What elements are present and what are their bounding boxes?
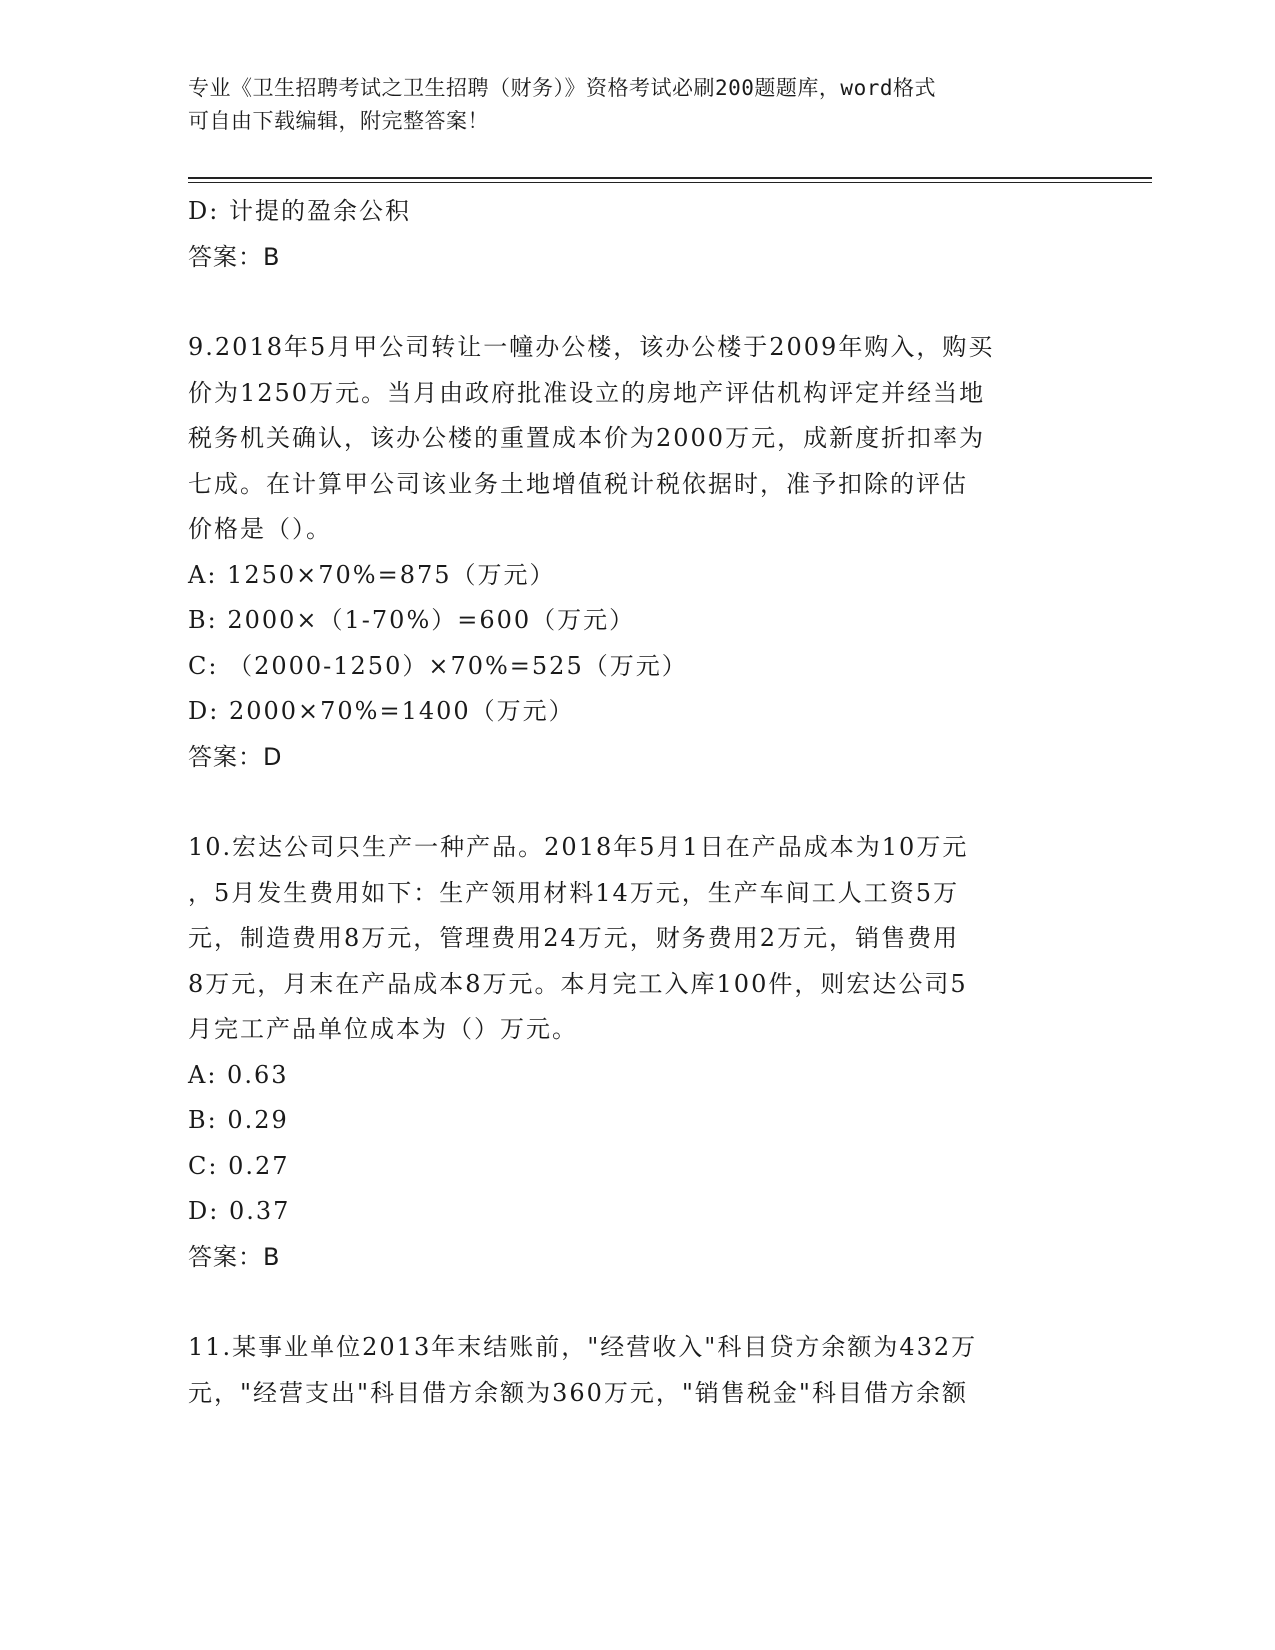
option-b: B: 2000×（1-70%）=600（万元） <box>188 606 636 634</box>
question-text-line: 价为1250万元。当月由政府批准设立的房地产评估机构评定并经当地 <box>188 378 986 407</box>
question-text-line: 11.某事业单位2013年末结账前，"经营收入"科目贷方余额为432万 <box>188 1333 978 1361</box>
question-text-line: 元，制造费用8万元，管理费用24万元，财务费用2万元，销售费用 <box>188 924 960 952</box>
question-text-line: 月完工产品单位成本为（）万元。 <box>188 1015 578 1043</box>
question-11 <box>188 1325 1088 1416</box>
document-body <box>188 189 1088 1416</box>
header-rule-thin <box>188 182 1152 183</box>
question-answer: 答案：B <box>188 1242 281 1271</box>
header-rule-thick <box>188 177 1152 179</box>
question-9 <box>188 325 1088 780</box>
question-text-line: 税务机关确认，该办公楼的重置成本价为2000万元，成新度折扣率为 <box>188 424 986 452</box>
question-text-line: 10.宏达公司只生产一种产品。2018年5月1日在产品成本为10万元 <box>188 833 969 861</box>
question-text-line: 价格是（）。 <box>188 515 332 543</box>
question-text-line: 8万元，月末在产品成本8万元。本月完工入库100件，则宏达公司5 <box>188 969 968 998</box>
option-a: A: 1250×70%=875（万元） <box>188 560 556 589</box>
document-header: 专业《卫生招聘考试之卫生招聘（财务）》资格考试必刷200题题库，word格式 可自由下载编辑，附完整答案！ <box>188 76 936 133</box>
paragraph-gap <box>188 280 1088 325</box>
paragraph-gap <box>188 780 1088 825</box>
option-d: D: 2000×70%=1400（万元） <box>188 697 575 725</box>
paragraph-gap <box>188 1280 1088 1325</box>
option-d: D: 0.37 <box>188 1197 291 1225</box>
prev-question-answer: 答案：B <box>188 242 281 271</box>
question-text-line: 9.2018年5月甲公司转让一幢办公楼，该办公楼于2009年购入，购买 <box>188 333 995 361</box>
option-c: C: 0.27 <box>188 1151 290 1180</box>
question-text-line: 七成。在计算甲公司该业务土地增值税计税依据时，准予扣除的评估 <box>188 469 968 498</box>
question-10 <box>188 825 1088 1280</box>
option-c: C: （2000-1250）×70%=525（万元） <box>188 651 688 680</box>
option-a: A: 0.63 <box>188 1060 289 1089</box>
option-b: B: 0.29 <box>188 1106 289 1134</box>
question-text-line: 元，"经营支出"科目借方余额为360万元，"销售税金"科目借方余额 <box>188 1378 968 1407</box>
question-answer: 答案：D <box>188 742 283 771</box>
prev-question-option-d: D: 计提的盈余公积 <box>188 197 411 225</box>
question-text-line: ，5月发生费用如下：生产领用材料14万元，生产车间工人工资5万 <box>188 878 960 907</box>
